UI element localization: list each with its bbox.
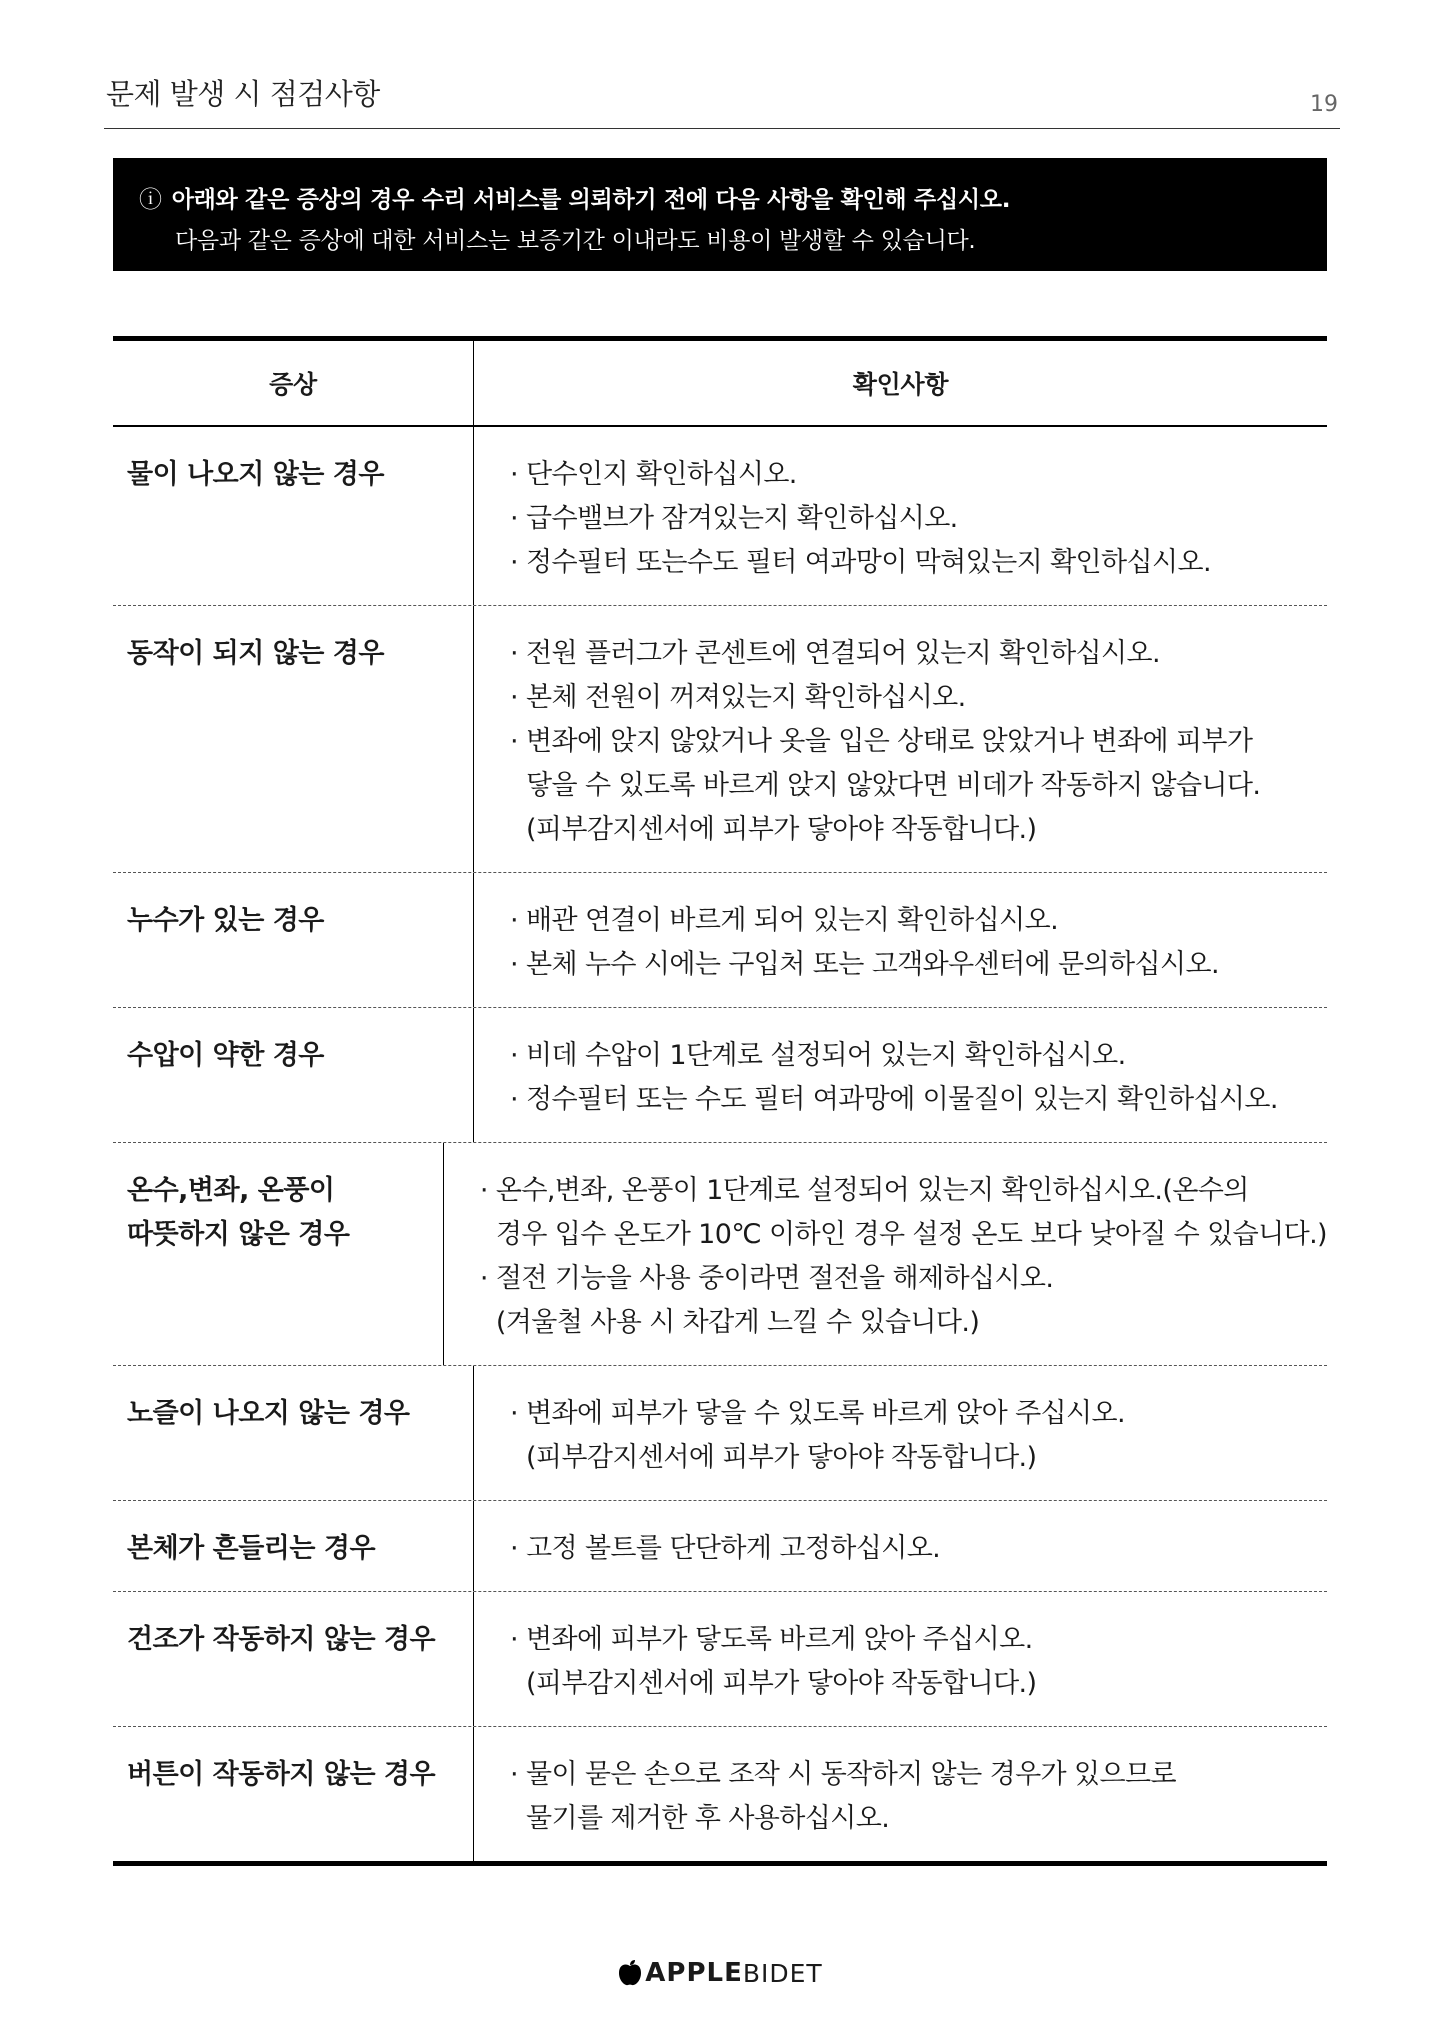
- brand-name-bold: APPLE: [645, 1958, 743, 1988]
- symptom-text: 물이 나오지 않는 경우: [127, 459, 384, 490]
- check-cell: [474, 1727, 1327, 1861]
- symptom-cell: [113, 1143, 444, 1365]
- table-body: [113, 427, 1327, 1861]
- symptom-text: 온수,변좌, 온풍이: [127, 1175, 335, 1206]
- notice-line-1: [139, 176, 1327, 218]
- symptom-text: 동작이 되지 않는 경우: [127, 638, 384, 669]
- check-item: · 비데 수압이 1단계로 설정되어 있는지 확인하십시오.: [514, 1034, 1327, 1078]
- table-row: [113, 1143, 1327, 1366]
- check-item: (피부감지센서에 피부가 닿아야 작동합니다.): [526, 814, 1037, 845]
- check-item: 경우 입수 온도가 10℃ 이하인 경우 설정 온도 보다 낮아질 수 있습니다.): [495, 1219, 1327, 1250]
- brand-name-light: BIDET: [742, 1958, 823, 1988]
- check-item: · 변좌에 앉지 않았거나 옷을 입은 상태로 앉았거나 변좌에 피부가: [514, 720, 1327, 764]
- check-item: · 본체 누수 시에는 구입처 또는 고객와우센터에 문의하십시오.: [514, 943, 1327, 987]
- apple-icon: [617, 1959, 643, 1987]
- check-cell: [474, 606, 1327, 872]
- table-header-row: [113, 341, 1327, 427]
- notice-line-2: 다음과 같은 증상에 대한 서비스는 보증기간 이내라도 비용이 발생할 수 있습니다.: [175, 227, 976, 254]
- check-item: (피부감지센서에 피부가 닿아야 작동합니다.): [526, 1442, 1037, 1473]
- symptom-cell: [113, 1366, 474, 1500]
- check-item: · 고정 볼트를 단단하게 고정하십시오.: [514, 1527, 1327, 1571]
- table-row: [113, 1008, 1327, 1143]
- check-item: · 절전 기능을 사용 중이라면 절전을 해제하십시오.: [484, 1257, 1327, 1301]
- check-item: (겨울철 사용 시 차갑게 느낄 수 있습니다.): [495, 1307, 980, 1338]
- notice-box: [113, 158, 1327, 271]
- symptom-text: 건조가 작동하지 않는 경우: [127, 1624, 436, 1655]
- check-item: 닿을 수 있도록 바르게 앉지 않았다면 비데가 작동하지 않습니다.: [526, 770, 1261, 801]
- table-row: [113, 873, 1327, 1008]
- brand-wordmark: [617, 1958, 822, 1988]
- check-item: · 단수인지 확인하십시오.: [514, 453, 1327, 497]
- check-item: · 변좌에 피부가 닿도록 바르게 앉아 주십시오.: [514, 1618, 1327, 1662]
- symptom-cell: [113, 606, 474, 872]
- symptom-text: 노즐이 나오지 않는 경우: [127, 1398, 410, 1429]
- symptom-text: 따뜻하지 않은 경우: [127, 1219, 350, 1250]
- symptom-cell: [113, 427, 474, 605]
- check-item: · 급수밸브가 잠겨있는지 확인하십시오.: [514, 497, 1327, 541]
- notice-heading: 아래와 같은 증상의 경우 수리 서비스를 의뢰하기 전에 다음 사항을 확인해 주십시오.: [171, 186, 1011, 213]
- table-row: [113, 427, 1327, 606]
- table-row: [113, 1501, 1327, 1592]
- table-row: [113, 606, 1327, 873]
- header-rule: [104, 128, 1340, 129]
- check-cell: [474, 1366, 1327, 1500]
- page-number: 19: [1310, 92, 1338, 117]
- symptom-cell: [113, 873, 474, 1007]
- table-row: [113, 1592, 1327, 1727]
- check-cell: [474, 1592, 1327, 1726]
- page-header-title: 문제 발생 시 점검사항: [106, 77, 380, 111]
- check-item: · 정수필터 또는 수도 필터 여과망에 이물질이 있는지 확인하십시오.: [514, 1078, 1327, 1122]
- symptom-cell: [113, 1727, 474, 1861]
- symptom-text: 본체가 흔들리는 경우: [127, 1533, 376, 1564]
- table-row: [113, 1366, 1327, 1501]
- symptom-text: 버튼이 작동하지 않는 경우: [127, 1759, 436, 1790]
- check-cell: [474, 427, 1327, 605]
- symptom-cell: [113, 1008, 474, 1142]
- symptom-text: 수압이 약한 경우: [127, 1040, 324, 1071]
- brand-logo: [0, 1958, 1440, 1988]
- troubleshooting-table: [113, 336, 1327, 1866]
- check-item: · 정수필터 또는수도 필터 여과망이 막혀있는지 확인하십시오.: [514, 541, 1327, 585]
- check-cell: [474, 873, 1327, 1007]
- column-header-symptom: 증상: [113, 341, 474, 425]
- check-item: 물기를 제거한 후 사용하십시오.: [526, 1803, 890, 1834]
- check-cell: [444, 1143, 1327, 1365]
- check-item: · 물이 묻은 손으로 조작 시 동작하지 않는 경우가 있으므로: [514, 1753, 1327, 1797]
- symptom-text: 누수가 있는 경우: [127, 905, 324, 936]
- symptom-cell: [113, 1592, 474, 1726]
- check-item: · 전원 플러그가 콘센트에 연결되어 있는지 확인하십시오.: [514, 632, 1327, 676]
- check-cell: [474, 1008, 1327, 1142]
- check-item: · 배관 연결이 바르게 되어 있는지 확인하십시오.: [514, 899, 1327, 943]
- symptom-cell: [113, 1501, 474, 1591]
- check-cell: [474, 1501, 1327, 1591]
- check-item: · 본체 전원이 꺼져있는지 확인하십시오.: [514, 676, 1327, 720]
- column-header-check: 확인사항: [852, 370, 949, 399]
- check-item: · 변좌에 피부가 닿을 수 있도록 바르게 앉아 주십시오.: [514, 1392, 1327, 1436]
- check-item: · 온수,변좌, 온풍이 1단계로 설정되어 있는지 확인하십시오.(온수의: [484, 1169, 1327, 1213]
- check-item: (피부감지센서에 피부가 닿아야 작동합니다.): [526, 1668, 1037, 1699]
- table-row: [113, 1727, 1327, 1861]
- info-circle-icon: ⓘ: [139, 186, 162, 213]
